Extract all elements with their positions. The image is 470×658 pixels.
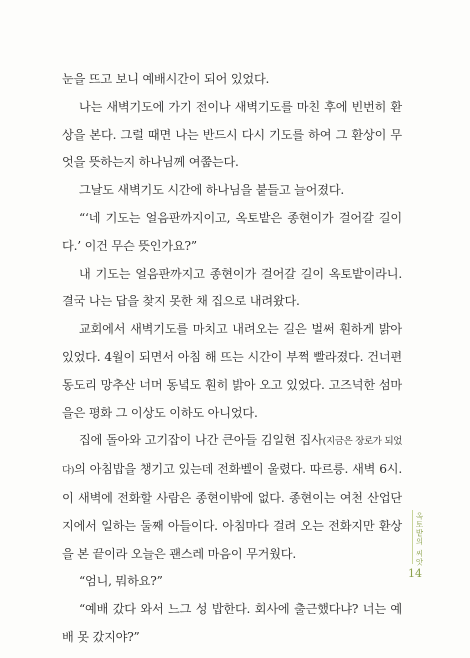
paragraph-6: 교회에서 새벽기도를 마치고 내려오는 길은 벌써 훤하게 밝아있었다. 4월이 되면서 아침 해 뜨는 시간이 부쩍 빨라졌다. 건너편 동도리 망추산 너머 동녘도 훤히 밝아 오고 있었다. 고즈넉한 섬마을은 평화 그 이상도 이하도 아니었다. (62, 322, 402, 420)
paragraph-7-part-1: 집에 돌아와 고기잡이 나간 큰아들 김일현 집사 (79, 433, 323, 448)
paragraph-7 (62, 427, 402, 568)
paragraph-9: “예배 갔다 와서 느그 성 밥한다. 회사에 출근했다냐? 너는 예배 못 갔지야?” (62, 602, 402, 644)
paragraph-5: 내 기도는 얼음판까지고 종현이가 걸어갈 길이 옥토밭이라니. 결국 나는 답을 찾지 못한 채 집으로 내려왔다. (62, 266, 402, 309)
paragraph-7-note: (지금은 장로가 되었다) (62, 436, 402, 477)
paragraph-4: “‘네 기도는 얼음판까지이고, 옥토밭은 종현이가 걸어갈 길이다.’ 이건 무슨 뜻인가요?” (62, 210, 402, 253)
paragraph-3: 그날도 새벽기도 시간에 하나님을 붙들고 늘어졌다. (79, 183, 345, 198)
body-text (62, 66, 402, 652)
page-number: 14 (408, 567, 422, 580)
paragraph-2: 나는 새벽기도에 가기 전이나 새벽기도를 마친 후에 빈번히 환상을 본다. 그럴 때면 나는 반드시 다시 기도를 하여 그 환상이 무엇을 뜻하는지 하나님께 여쭙는다. (62, 99, 402, 170)
running-title: 옥토밭의 씨앗 (415, 512, 424, 567)
paragraph-8: “엄니, 뭐하요?” (79, 574, 163, 589)
paragraph-1: 눈을 뜨고 보니 예배시간이 되어 있었다. (62, 72, 270, 86)
paragraph-7-part-2: 의 아침밥을 챙기고 있는데 전화벨이 울렸다. 따르릉. 새벽 6시. 이 새벽에 전화할 사람은 종현이밖에 없다. 종현이는 여천 산업단지에서 일하는 둘째 아들이다. 아침마다 걸려 오는 전화지만 환상을 본 끝이라 오늘은 괜스레 마음이 무거웠다. (62, 462, 402, 561)
